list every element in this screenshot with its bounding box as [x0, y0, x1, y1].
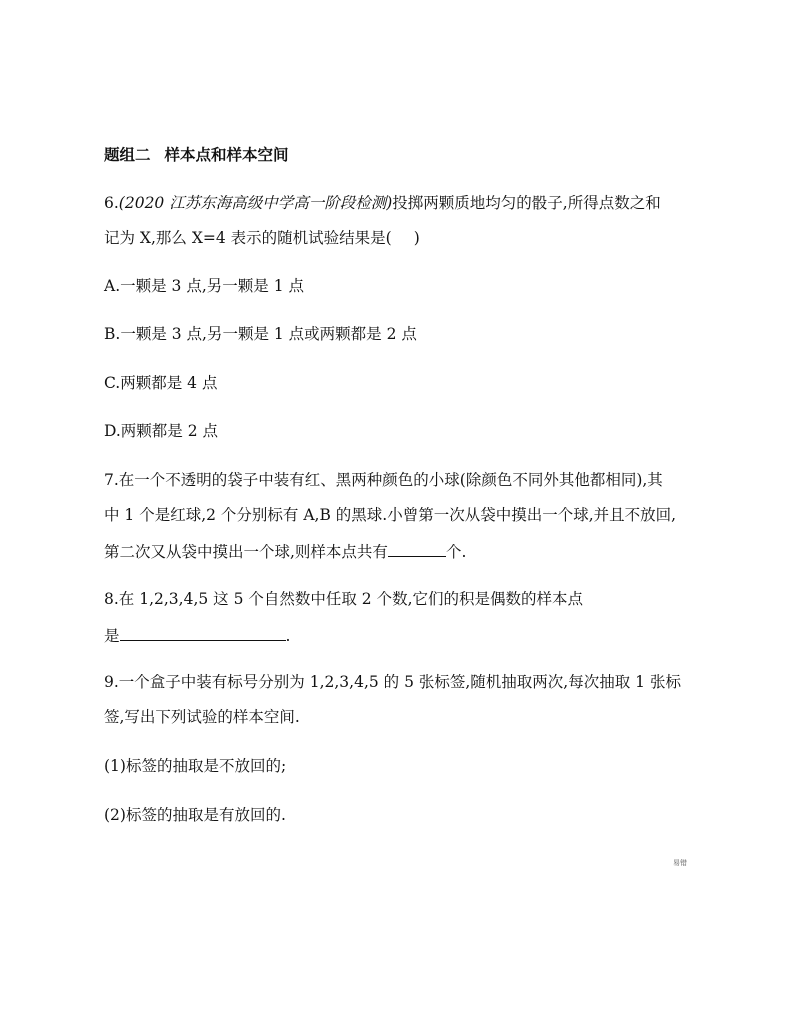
- question-7-stem-end: 个.: [445, 543, 467, 561]
- section-heading: [104, 145, 289, 165]
- question-9-part-2: (2)标签的抽取是有放回的.: [104, 806, 286, 824]
- question-9-line-1: 9.一个盒子中装有标号分别为 1,2,3,4,5 的 5 张标签,随机抽取两次,每次抽取 1 张标: [104, 673, 681, 691]
- question-8-answer-blank[interactable]: [120, 624, 286, 641]
- footer-mark: 易错: [673, 859, 687, 867]
- question-8-stem-end: .: [285, 627, 291, 645]
- section-title: 样本点和样本空间: [164, 146, 289, 164]
- question-6-option-c: C.两颗都是 4 点: [104, 374, 218, 392]
- question-9-part-1: (1)标签的抽取是不放回的;: [104, 757, 287, 775]
- question-9-line-2: 签,写出下列试验的样本空间.: [104, 708, 300, 726]
- question-8-stem-2: 是: [104, 627, 120, 645]
- question-6-line-1: [104, 193, 661, 213]
- question-7-line-1: 7.在一个不透明的袋子中装有红、黑两种颜色的小球(除颜色不同外其他都相同),其: [104, 471, 663, 489]
- question-8-line-1: 8.在 1,2,3,4,5 这 5 个自然数中任取 2 个数,它们的积是偶数的样本点: [104, 590, 584, 608]
- question-6-number: 6.: [104, 194, 119, 212]
- question-7-stem-3: 第二次又从袋中摸出一个球,则样本点共有: [104, 543, 388, 561]
- question-7-line-3: [104, 540, 466, 562]
- question-6-stem-end: ): [413, 229, 420, 247]
- question-6-option-a: A.一颗是 3 点,另一颗是 1 点: [104, 277, 304, 295]
- question-6-option-d: D.两颗都是 2 点: [104, 422, 219, 440]
- section-label: 题组二: [104, 146, 151, 164]
- question-6-stem-2: 记为 X,那么 X=4 表示的随机试验结果是(: [104, 229, 392, 247]
- question-6-line-2: [104, 228, 420, 248]
- question-7-line-2: 中 1 个是红球,2 个分别标有 A,B 的黑球.小曾第一次从袋中摸出一个球,并且不放回,: [104, 506, 677, 524]
- question-8-line-2: [104, 624, 290, 646]
- question-6-source: (2020 江苏东海高级中学高一阶段检测): [118, 194, 393, 212]
- question-6-option-b: B.一颗是 3 点,另一颗是 1 点或两颗都是 2 点: [104, 325, 417, 343]
- question-7-answer-blank[interactable]: [388, 540, 446, 557]
- question-6-stem-1: 投掷两颗质地均匀的骰子,所得点数之和: [392, 194, 661, 212]
